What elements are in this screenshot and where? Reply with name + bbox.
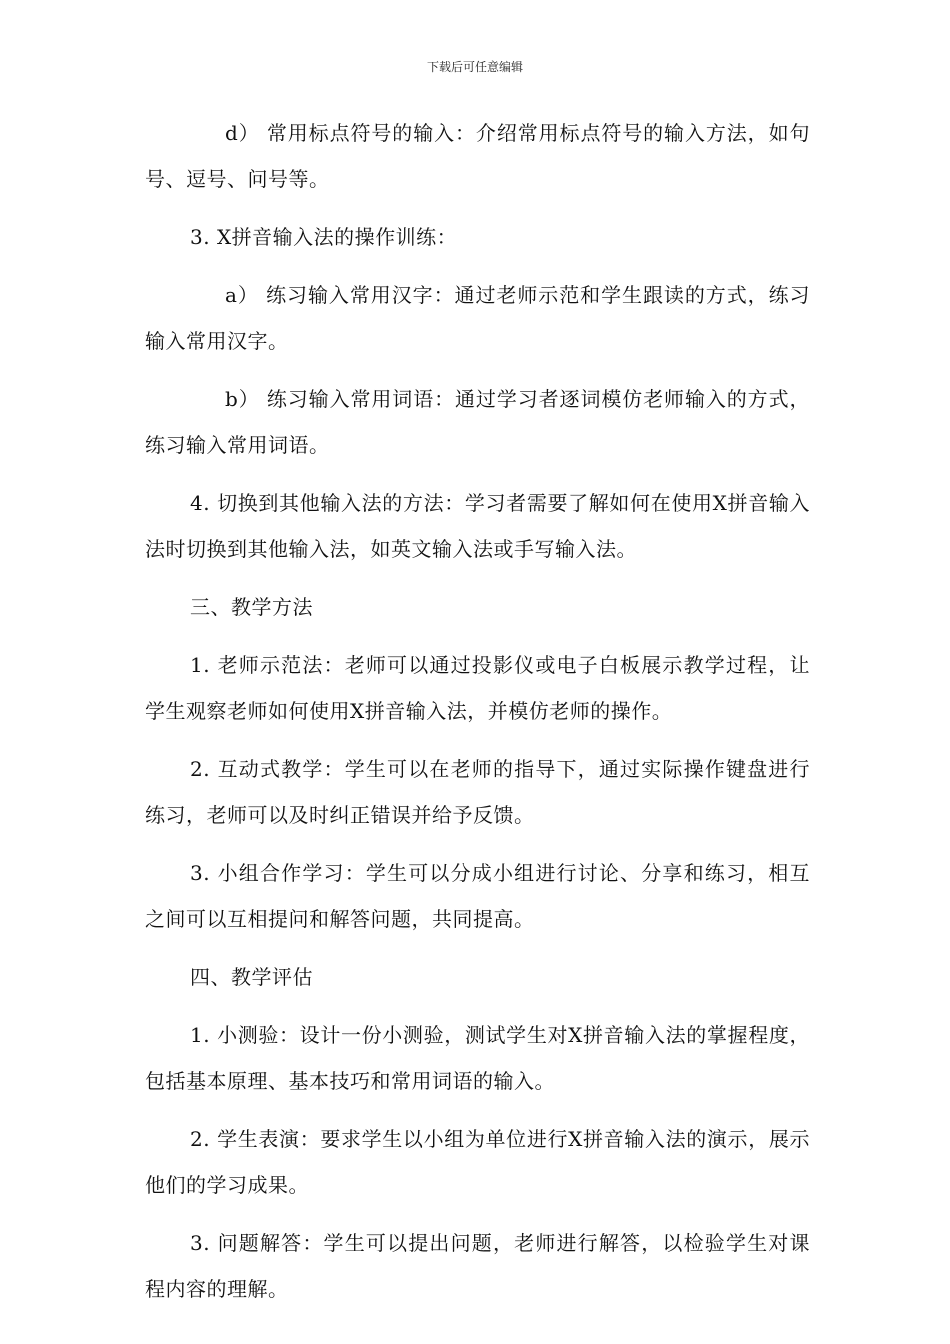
paragraph-evaluation-1: 1. 小测验：设计一份小测验，测试学生对X拼音输入法的掌握程度，包括基本原理、基本技巧和常用词语的输入。	[145, 1023, 810, 1093]
page-header: 下载后可任意编辑	[426, 60, 523, 74]
paragraph-evaluation-2: 2. 学生表演：要求学生以小组为单位进行X拼音输入法的演示，展示他们的学习成果。	[145, 1127, 810, 1197]
document-body	[145, 110, 810, 1324]
paragraph-b-practice-words: b） 练习输入常用词语：通过学习者逐词模仿老师输入的方式，练习输入常用词语。	[145, 387, 810, 457]
paragraph-method-1: 1. 老师示范法：老师可以通过投影仪或电子白板展示教学过程，让学生观察老师如何使用X拼音输入法，并模仿老师的操作。	[145, 653, 810, 723]
paragraph-method-2: 2. 互动式教学：学生可以在老师的指导下，通过实际操作键盘进行练习，老师可以及时纠正错误并给予反馈。	[145, 757, 810, 827]
section-heading-teaching-evaluation: 四、教学评估	[190, 965, 313, 989]
paragraph-method-3: 3. 小组合作学习：学生可以分成小组进行讨论、分享和练习，相互之间可以互相提问和解答问题，共同提高。	[145, 861, 810, 931]
section-heading-teaching-methods: 三、教学方法	[190, 595, 313, 619]
paragraph-4-switch-input: 4. 切换到其他输入法的方法：学习者需要了解如何在使用X拼音输入法时切换到其他输入法，如英文输入法或手写输入法。	[145, 491, 810, 561]
paragraph-a-practice-characters: a） 练习输入常用汉字：通过老师示范和学生跟读的方式，练习输入常用汉字。	[145, 283, 810, 353]
paragraph-d-punctuation: d） 常用标点符号的输入：介绍常用标点符号的输入方法，如句号、逗号、问号等。	[145, 121, 810, 191]
paragraph-3-operation-training: 3. X拼音输入法的操作训练：	[190, 225, 458, 249]
paragraph-evaluation-3: 3. 问题解答：学生可以提出问题，老师进行解答，以检验学生对课程内容的理解。	[145, 1231, 810, 1301]
